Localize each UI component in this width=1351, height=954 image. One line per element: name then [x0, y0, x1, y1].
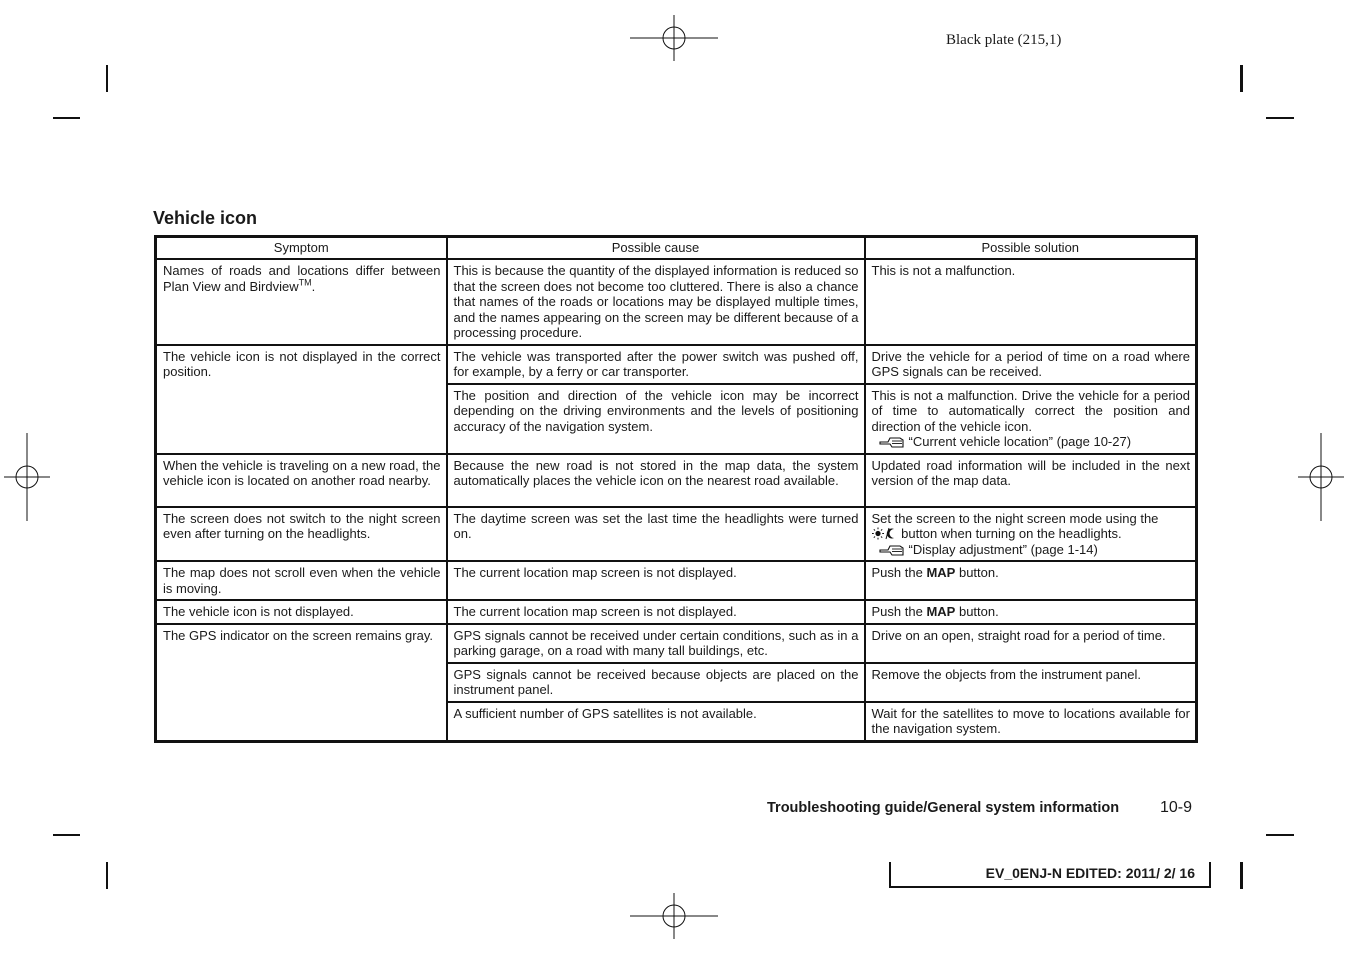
cause-cell: Because the new road is not stored in the map data, the system automatically places the vehicle icon on the nearest road available.	[447, 454, 865, 507]
cause-cell: The vehicle was transported after the power switch was pushed off, for example, by a ferry or car transporter.	[447, 345, 865, 384]
symptom-cell: The map does not scroll even when the vehicle is moving.	[156, 561, 447, 600]
reference-hand-icon	[878, 435, 906, 449]
crop-mark	[1240, 862, 1243, 889]
cause-cell: The current location map screen is not displayed.	[447, 600, 865, 624]
section-title: Vehicle icon	[153, 208, 258, 228]
symptom-cell: The screen does not switch to the night screen even after turning on the headlights.	[156, 507, 447, 562]
crop-mark	[1266, 117, 1294, 119]
map-key-label: MAP	[926, 565, 956, 580]
table-row	[156, 561, 1197, 600]
reference-hand-icon	[878, 543, 906, 557]
table-row	[156, 345, 1197, 384]
table-row	[156, 600, 1197, 624]
registration-mark-icon	[630, 893, 718, 939]
solution-cell: Push the MAP button.	[865, 600, 1197, 624]
plate-label: Black plate (215,1)	[946, 32, 1062, 48]
table-row	[156, 259, 1197, 345]
page-number: 10-9	[1160, 799, 1193, 816]
symptom-cell: Names of roads and locations differ between Plan View and Birdview™.	[156, 259, 447, 345]
trademark-sup: TM	[298, 277, 312, 288]
solution-cell: This is not a malfunction. Drive the vehicle for a period of time to automatically correct the position and direction of the vehicle icon. “Current vehicle location” (page 10-27)	[865, 384, 1197, 454]
crop-mark	[106, 65, 108, 92]
solution-cell: This is not a malfunction.	[865, 259, 1197, 345]
symptom-cell: The GPS indicator on the screen remains gray.	[156, 624, 447, 742]
cause-cell: This is because the quantity of the displayed information is reduced so that the screen does not become too cluttered. There is also a chance that names of the roads or locations may be displayed multiple times, and the names appearing on the screen may be different because of a processing procedure.	[447, 259, 865, 345]
cause-cell: The current location map screen is not displayed.	[447, 561, 865, 600]
reference-link[interactable]: “Display adjustment” (page 1-14)	[908, 541, 1098, 557]
edit-stamp: EV_0ENJ-N EDITED: 2011/ 2/ 16	[889, 862, 1211, 888]
solution-cell: Set the screen to the night screen mode using the button when turning on the headlights. “Display adjustment” (page 1-14)	[865, 507, 1197, 562]
solution-cell: Drive the vehicle for a period of time on a road where GPS signals can be received.	[865, 345, 1197, 384]
column-header-cause: Possible cause	[447, 237, 865, 260]
crop-mark	[106, 862, 108, 889]
solution-cell: Push the MAP button.	[865, 561, 1197, 600]
table-header-row	[156, 237, 1197, 260]
solution-cell: Updated road information will be included in the next version of the map data.	[865, 454, 1197, 507]
registration-mark-icon	[630, 15, 718, 61]
cause-cell: The position and direction of the vehicle icon may be incorrect depending on the driving environments and the levels of positioning accuracy of the navigation system.	[447, 384, 865, 454]
cause-cell: A sufficient number of GPS satellites is not available.	[447, 702, 865, 742]
table-row	[156, 454, 1197, 507]
symptom-cell: The vehicle icon is not displayed.	[156, 600, 447, 624]
crop-mark	[1266, 834, 1294, 836]
cause-cell: GPS signals cannot be received because objects are placed on the instrument panel.	[447, 663, 865, 702]
day-night-icon	[872, 527, 898, 540]
crop-mark	[1240, 65, 1243, 92]
column-header-symptom: Symptom	[156, 237, 447, 260]
solution-cell: Drive on an open, straight road for a period of time.	[865, 624, 1197, 663]
cause-cell: GPS signals cannot be received under certain conditions, such as in a parking garage, on a road with many tall buildings, etc.	[447, 624, 865, 663]
symptom-cell: The vehicle icon is not displayed in the correct position.	[156, 345, 447, 454]
solution-cell: Wait for the satellites to move to locations available for the navigation system.	[865, 702, 1197, 742]
crop-mark	[53, 117, 80, 119]
footer-section-title: Troubleshooting guide/General system information	[767, 800, 1120, 816]
cause-cell: The daytime screen was set the last time the headlights were turned on.	[447, 507, 865, 562]
registration-mark-icon	[1298, 433, 1344, 521]
table-row	[156, 624, 1197, 663]
crop-mark	[53, 834, 80, 836]
map-key-label: MAP	[926, 604, 956, 619]
solution-cell: Remove the objects from the instrument panel.	[865, 663, 1197, 702]
troubleshooting-table	[154, 235, 1198, 743]
table-row	[156, 507, 1197, 562]
registration-mark-icon	[4, 433, 50, 521]
symptom-cell: When the vehicle is traveling on a new road, the vehicle icon is located on another road nearby.	[156, 454, 447, 507]
column-header-solution: Possible solution	[865, 237, 1197, 260]
reference-link[interactable]: “Current vehicle location” (page 10-27)	[908, 434, 1132, 449]
